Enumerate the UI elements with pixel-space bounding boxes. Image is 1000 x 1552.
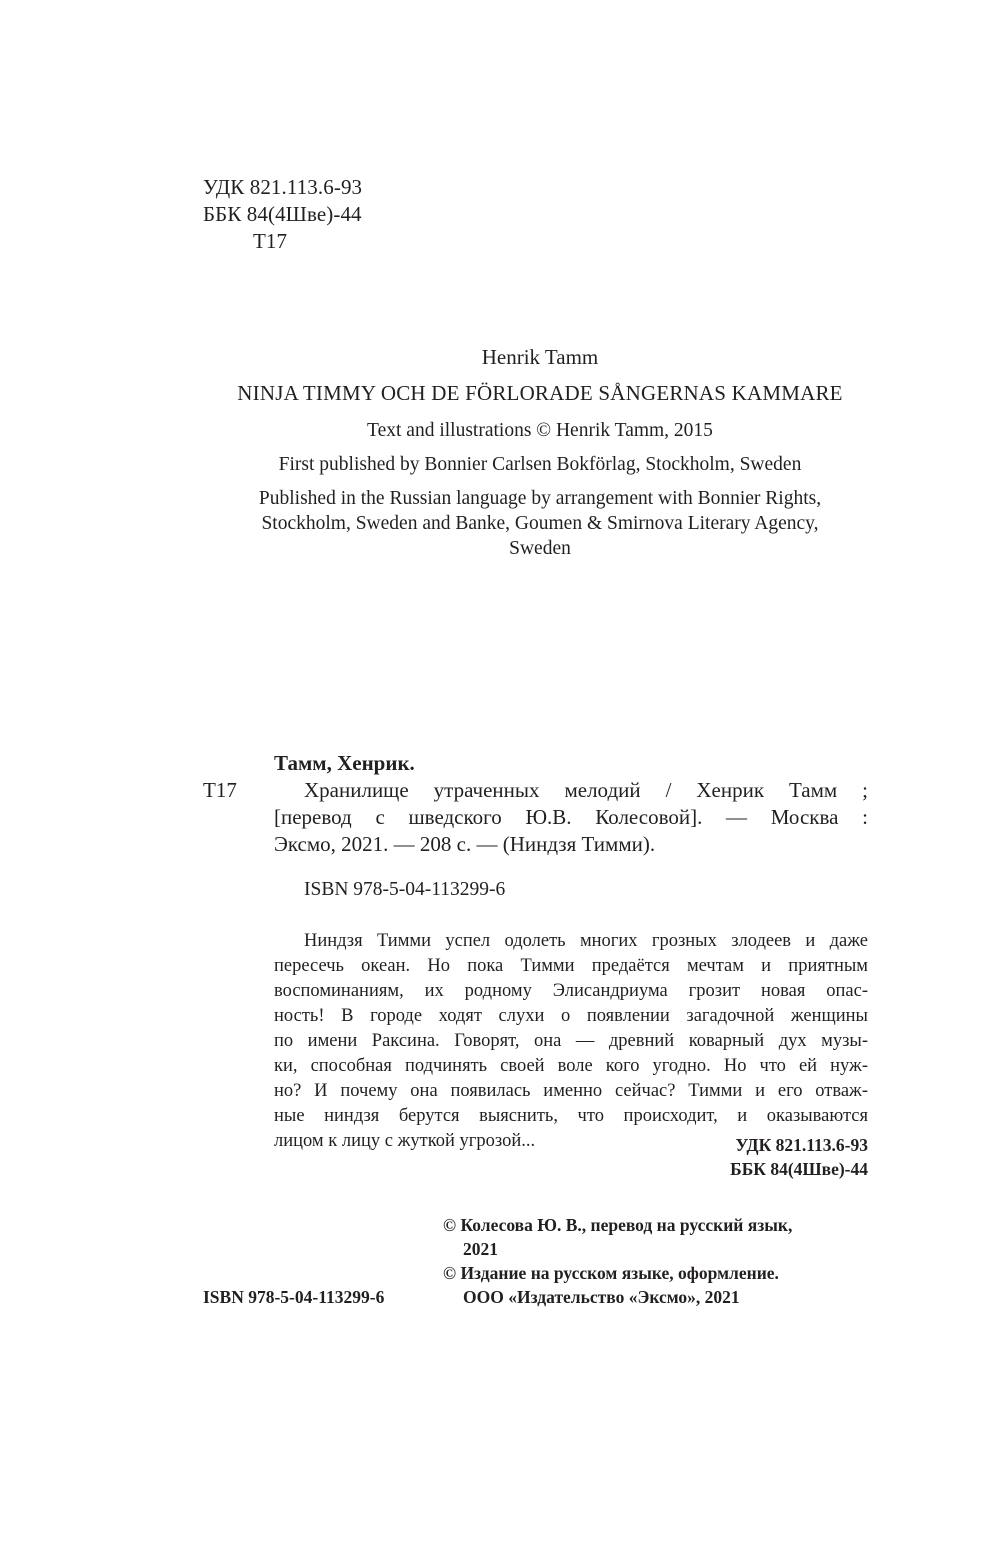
copyright-notices: [443, 1213, 883, 1309]
annotation-line: по имени Раксина. Говорят, она — древний коварный дух музы-: [274, 1031, 868, 1051]
footer-classification: [560, 1133, 868, 1181]
description-line: Хранилище утраченных мелодий / Хенрик Тамм ;: [304, 778, 868, 802]
rights-line: Stockholm, Sweden and Banke, Goumen & Smirnova Literary Agency,: [261, 513, 819, 534]
annotation-line: лицом к лицу с жуткой угрозой...: [274, 1131, 536, 1151]
original-credits: [190, 344, 890, 561]
edition-copyright: [443, 1261, 883, 1309]
annotation-line: ность! В городе ходят слухи о появлении загадочной женщины: [274, 1006, 868, 1026]
original-author: Henrik Tamm: [481, 345, 599, 369]
rights-line: Sweden: [509, 538, 571, 559]
rights-notice: [190, 486, 890, 561]
text-illustrations-copyright: Text and illustrations © Henrik Tamm, 2015: [367, 420, 713, 441]
shelf-mark: Т17: [203, 778, 237, 802]
bibliographic-record: [274, 750, 868, 858]
copyright-line: 2021: [463, 1239, 498, 1259]
annotation-line: ные ниндзя берутся выяснить, что происходит, и оказываются: [274, 1106, 868, 1126]
annotation-line: ки, способная подчинять своей воле кого угодно. Но что ей нуж-: [274, 1056, 868, 1076]
copyright-line: © Издание на русском языке, оформление.: [443, 1263, 779, 1283]
first-published-line: First published by Bonnier Carlsen Bokförlag, Stockholm, Sweden: [278, 454, 802, 475]
bbk-code: ББК 84(4Шве)-44: [203, 202, 362, 226]
translation-copyright: [443, 1213, 883, 1261]
annotation-line: Ниндзя Тимми успел одолеть многих грозных злодеев и даже: [304, 931, 868, 951]
copyright-line: ООО «Издательство «Эксмо», 2021: [463, 1287, 740, 1307]
description-line: [перевод с шведского Ю.В. Колесовой]. — Москва :: [274, 805, 868, 829]
rights-line: Published in the Russian language by arrangement with Bonnier Rights,: [258, 488, 822, 509]
annotation-line: пересечь океан. Но пока Тимми предаётся мечтам и приятным: [274, 956, 868, 976]
annotation-line: воспоминаниям, их родному Элисандриума грозит новая опас-: [274, 981, 868, 1001]
record-heading: Тамм, Хенрик.: [274, 751, 415, 775]
record-description: [274, 777, 868, 858]
footer-isbn: ISBN 978-5-04-113299-6: [203, 1287, 385, 1307]
annotation-line: но? И почему она появилась именно сейчас? Тимми и его отваж-: [274, 1081, 868, 1101]
annotation: [274, 929, 868, 1154]
record-isbn: ISBN 978-5-04-113299-6: [304, 879, 506, 900]
footer-udk: УДК 821.113.6-93: [735, 1135, 868, 1155]
classification-codes: [203, 174, 362, 255]
udk-code: УДК 821.113.6-93: [203, 175, 363, 199]
author-sign: Т17: [253, 229, 288, 253]
original-title: NINJA TIMMY OCH DE FÖRLORADE SÅNGERNAS KAMMARE: [237, 381, 843, 405]
footer-bbk: ББК 84(4Шве)-44: [730, 1159, 868, 1179]
copyright-line: © Колесова Ю. В., перевод на русский язык,: [443, 1215, 793, 1235]
description-line: Эксмо, 2021. — 208 с. — (Ниндзя Тимми).: [274, 832, 656, 856]
